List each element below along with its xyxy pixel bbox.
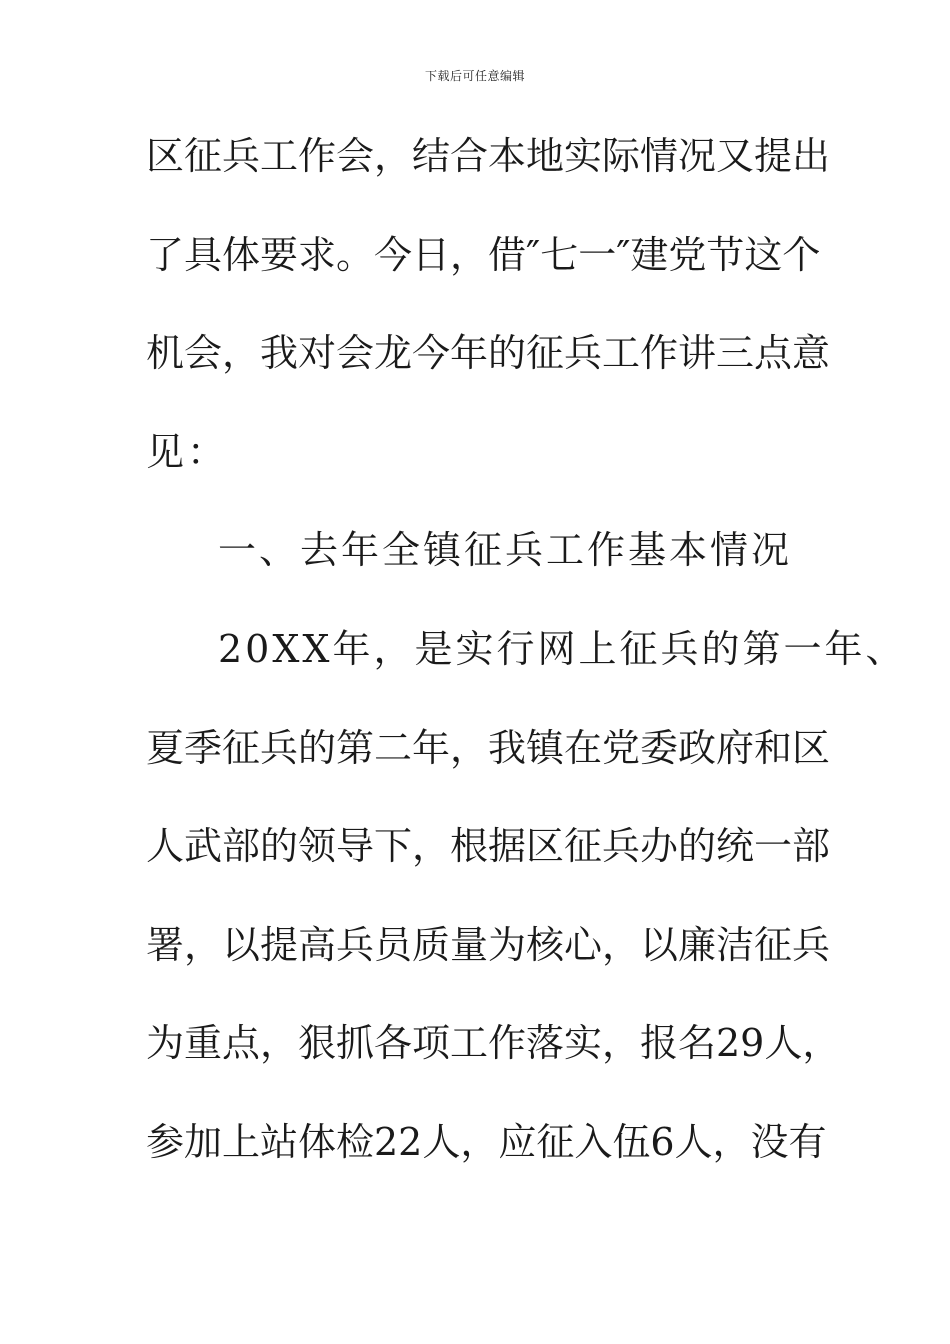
paragraph-line: 了具体要求。今日，借″七一″建党节这个 (146, 232, 821, 277)
document-body (146, 128, 907, 1213)
paragraph-line: 为重点，狠抓各项工作落实，报名29人， (146, 1021, 841, 1066)
section-heading: 一、去年全镇征兵工作基本情况 (218, 528, 793, 573)
paragraph-line: 区征兵工作会，结合本地实际情况又提出 (146, 134, 831, 178)
paragraph-line: 参加上站体检22人，应征入伍6人，没有 (146, 1119, 827, 1164)
paragraph-line: 见： (146, 429, 229, 474)
paragraph-line: 20XX年，是实行网上征兵的第一年、 (218, 626, 907, 671)
paragraph-line: 人武部的领导下，根据区征兵办的统一部 (146, 824, 831, 869)
paragraph-line: 机会，我对会龙今年的征兵工作讲三点意 (146, 331, 831, 376)
page-header-note: 下载后可任意编辑 (424, 69, 525, 83)
paragraph-line: 夏季征兵的第二年，我镇在党委政府和区 (146, 725, 831, 770)
paragraph-line: 署，以提高兵员质量为核心，以廉洁征兵 (146, 922, 831, 967)
